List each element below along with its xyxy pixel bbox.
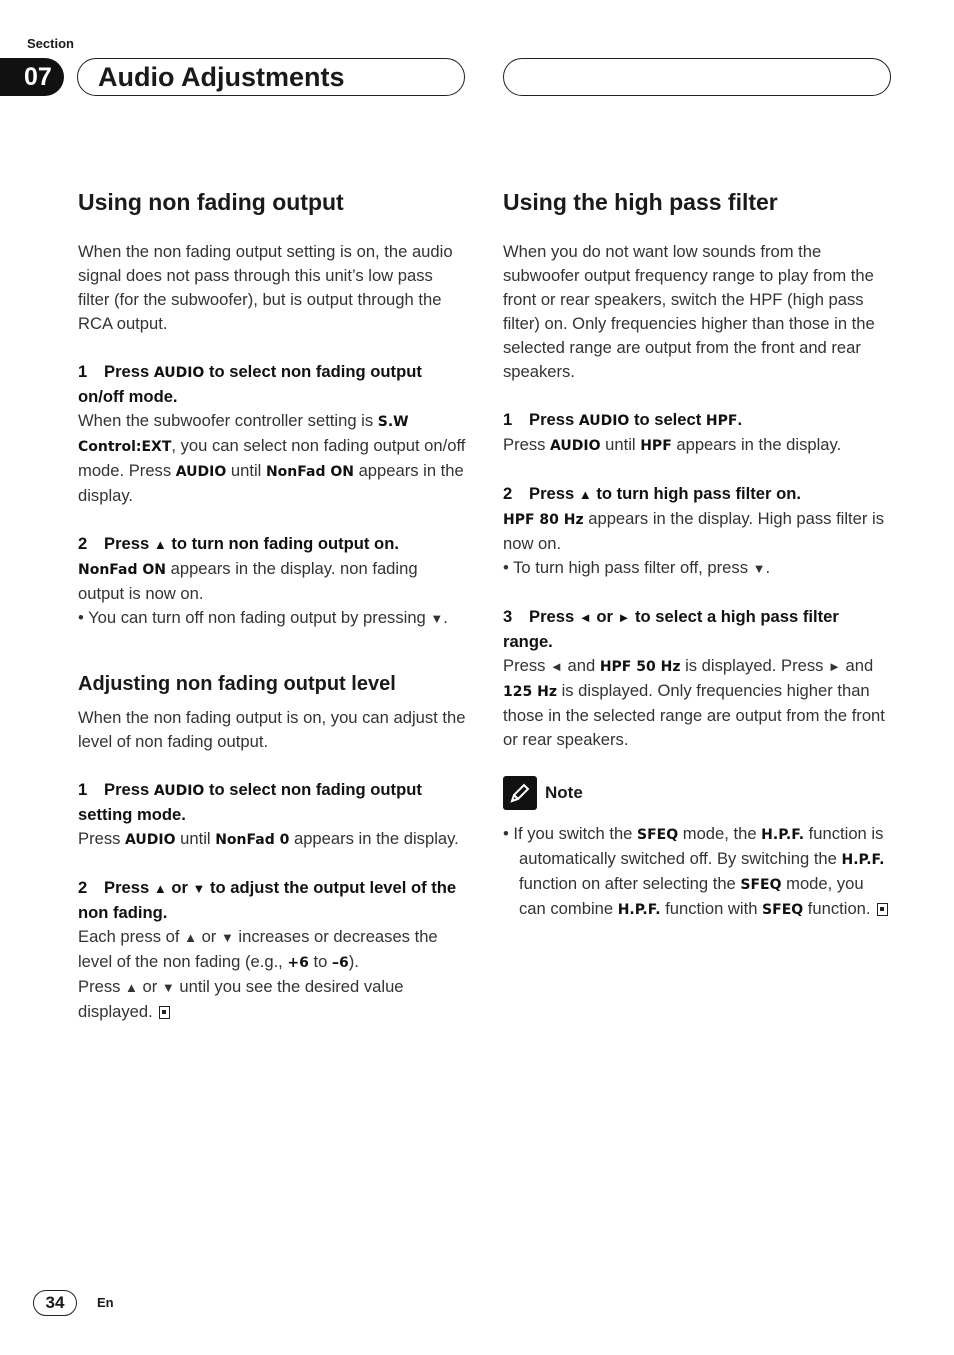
chapter-title-box-empty (503, 58, 891, 96)
step-body: HPF 80 Hz appears in the display. High pass filter is now on. (503, 509, 885, 553)
end-mark-icon (159, 1006, 170, 1019)
chapter-title-box (77, 58, 465, 96)
left-column (78, 186, 466, 1048)
subheading-level: Adjusting non fading output level (78, 673, 396, 695)
end-mark-icon (877, 903, 888, 916)
step-bullet: • You can turn off non fading output by pressing ▼. (78, 608, 448, 627)
page-number: 34 (33, 1290, 77, 1316)
step-body: Press AUDIO until NonFad 0 appears in the display. (78, 829, 459, 848)
left-arrow-icon: ◄ (550, 659, 563, 674)
step-title: 1 Press AUDIO to select non fading output on/off mode. (78, 362, 422, 406)
note-title: Note (545, 783, 583, 802)
chapter-title: Audio Adjustments (98, 62, 345, 92)
step-body: When the subwoofer controller setting is S.W Control:EXT, you can select non fading output on/off mode. Press AUDIO until NonFad ON appears in the display. (78, 411, 466, 505)
heading-hpf: Using the high pass filter (503, 189, 778, 215)
step-title: 2 Press ▲ to turn high pass filter on. (503, 484, 801, 503)
step-hpf-range (503, 605, 893, 752)
section-label: Section (27, 36, 74, 51)
step-body: Each press of ▲ or ▼ increases or decreases the level of the non fading (e.g., +6 to –6). (78, 927, 438, 971)
right-arrow-icon: ► (617, 610, 631, 625)
step-body: Press AUDIO until HPF appears in the display. (503, 435, 842, 454)
step-select-hpf (503, 408, 893, 458)
step-body: NonFad ON appears in the display. non fading output is now on. (78, 559, 418, 603)
down-arrow-icon: ▼ (752, 561, 766, 576)
note-pencil-icon (503, 776, 537, 810)
heading-non-fading: Using non fading output (78, 189, 344, 215)
step-select-mode (78, 360, 466, 508)
down-arrow-icon: ▼ (220, 930, 234, 945)
step-select-setting (78, 778, 466, 852)
down-arrow-icon: ▼ (430, 611, 444, 626)
left-arrow-icon: ◄ (578, 610, 592, 625)
right-arrow-icon: ► (828, 659, 841, 674)
up-arrow-icon: ▲ (578, 487, 592, 502)
step-adjust-level (78, 876, 466, 1024)
step-body: Press ◄ and HPF 50 Hz is displayed. Press ► and 125 Hz is displayed. Only frequencies higher than those in the selected range are output from the front or rear speakers. (503, 656, 885, 749)
step-hpf-on (503, 482, 893, 581)
up-arrow-icon: ▲ (153, 881, 167, 896)
language-label: En (97, 1295, 114, 1310)
section-number: 07 (0, 58, 64, 96)
right-column (503, 186, 893, 922)
step-title: 1 Press AUDIO to select non fading output setting mode. (78, 780, 422, 824)
down-arrow-icon: ▼ (192, 881, 206, 896)
intro-level: When the non fading output is on, you can adjust the level of non fading output. (78, 708, 466, 751)
step-title: 1 Press AUDIO to select HPF. (503, 410, 743, 429)
step-turn-on (78, 532, 466, 631)
down-arrow-icon: ▼ (161, 980, 175, 995)
intro-non-fading: When the non fading output setting is on, the audio signal does not pass through this unit’s low pass filter (for the subwoofer), but is output through the RCA output. (78, 242, 453, 333)
step-title: 3 Press ◄ or ► to select a high pass filter range. (503, 607, 839, 651)
up-arrow-icon: ▲ (125, 980, 138, 995)
step-bullet: • To turn high pass filter off, press ▼. (503, 558, 771, 577)
intro-hpf: When you do not want low sounds from the subwoofer output frequency range to play from the front or rear speakers, switch the HPF (high pass filter) on. Only frequencies higher than those in the selected range are output from the front and rear speakers. (503, 242, 875, 381)
note-body: • If you switch the SFEQ mode, the H.P.F. function is automatically switched off. By switching the H.P.F. function on after selecting the SFEQ mode, you can combine H.P.F. function with SFEQ function. (503, 822, 893, 922)
step-body-2: Press ▲ or ▼ until you see the desired value displayed. (78, 977, 404, 1021)
up-arrow-icon: ▲ (153, 537, 167, 552)
note-header (503, 776, 893, 810)
up-arrow-icon: ▲ (184, 930, 197, 945)
step-title: 2 Press ▲ to turn non fading output on. (78, 534, 399, 553)
step-title: 2 Press ▲ or ▼ to adjust the output level of the non fading. (78, 878, 457, 922)
